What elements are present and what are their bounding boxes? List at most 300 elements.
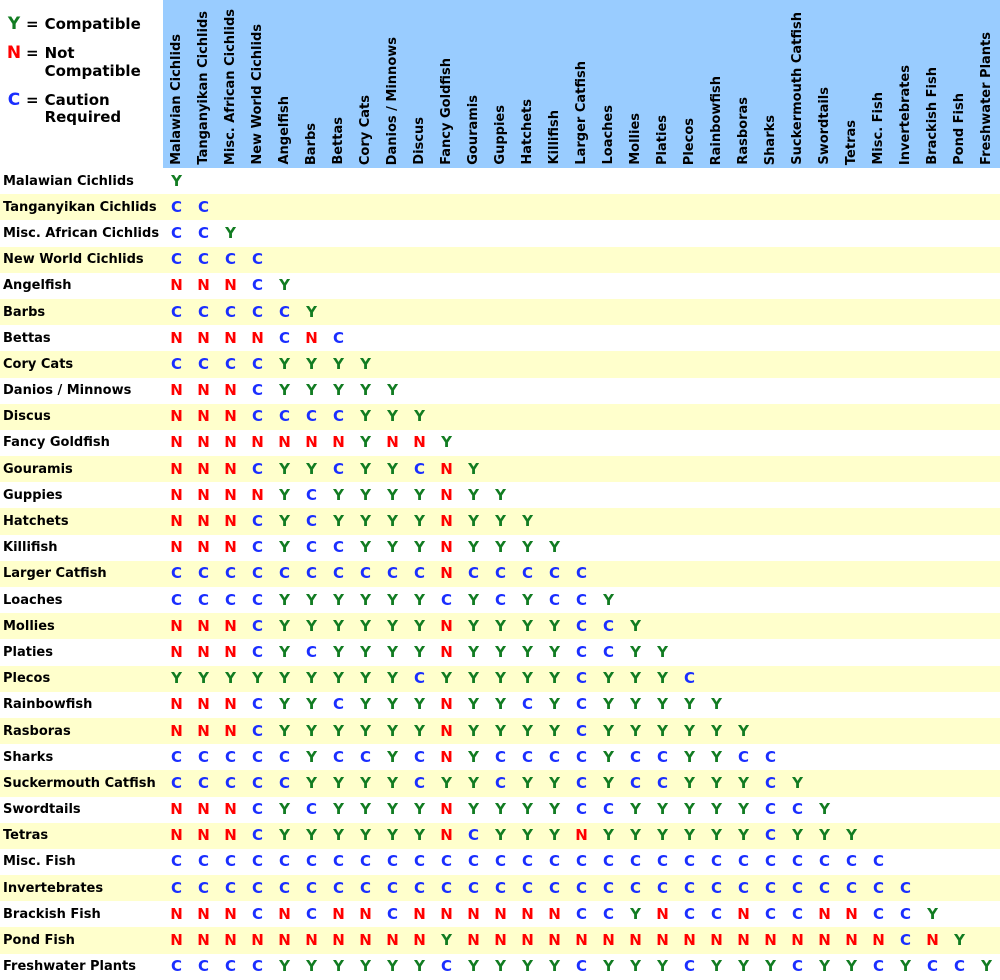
compatibility-cell: N xyxy=(224,512,237,531)
compatibility-cell: Y xyxy=(522,957,533,976)
compatibility-cell: Y xyxy=(468,642,479,661)
row-label: Tanganyikan Cichlids xyxy=(3,199,157,215)
matrix-body xyxy=(0,168,1000,980)
compatibility-cell: Y xyxy=(333,512,344,531)
compatibility-cell: C xyxy=(602,852,614,871)
compatibility-cell: Y xyxy=(738,826,749,845)
compatibility-cell: Y xyxy=(198,669,209,688)
compatibility-cell: Y xyxy=(414,407,425,426)
compatibility-cell: Y xyxy=(711,826,722,845)
compatibility-cell: Y xyxy=(954,931,965,950)
row-label: New World Cichlids xyxy=(3,252,144,268)
compatibility-cell: N xyxy=(251,433,264,452)
compatibility-cell: Y xyxy=(468,512,479,531)
compatibility-cell: Y xyxy=(468,616,479,635)
compatibility-cell: N xyxy=(170,800,183,819)
compatibility-cell: Y xyxy=(414,538,425,557)
compatibility-cell: Y xyxy=(468,695,479,714)
column-header xyxy=(784,0,811,168)
compatibility-cell: N xyxy=(197,381,210,400)
compatibility-cell: C xyxy=(440,957,452,976)
compatibility-cell: C xyxy=(251,459,263,478)
compatibility-cell: Y xyxy=(306,747,317,766)
compatibility-cell: Y xyxy=(522,669,533,688)
compatibility-cell: C xyxy=(413,773,425,792)
column-header xyxy=(622,0,649,168)
compatibility-cell: Y xyxy=(603,773,614,792)
compatibility-cell: C xyxy=(575,773,587,792)
compatibility-cell: C xyxy=(251,852,263,871)
compatibility-cell: Y xyxy=(468,773,479,792)
compatibility-cell: C xyxy=(791,852,803,871)
row-label: Bettas xyxy=(3,330,51,346)
compatibility-cell: C xyxy=(386,564,398,583)
compatibility-cell: Y xyxy=(900,957,911,976)
table-row xyxy=(0,718,1000,744)
column-header-label: Larger Catfish xyxy=(574,61,589,165)
compatibility-cell: Y xyxy=(333,826,344,845)
compatibility-cell: C xyxy=(413,564,425,583)
compatibility-cell: Y xyxy=(630,695,641,714)
column-header xyxy=(271,0,298,168)
compatibility-cell: C xyxy=(170,302,182,321)
compatibility-cell: Y xyxy=(333,485,344,504)
compatibility-cell: C xyxy=(197,250,209,269)
compatibility-cell: Y xyxy=(333,800,344,819)
compatibility-cell: N xyxy=(251,328,264,347)
compatibility-cell: C xyxy=(575,590,587,609)
compatibility-cell: Y xyxy=(333,957,344,976)
compatibility-cell: Y xyxy=(279,538,290,557)
column-header-label: Hatchets xyxy=(520,99,535,165)
compatibility-cell: Y xyxy=(387,538,398,557)
compatibility-cell: N xyxy=(656,931,669,950)
compatibility-cell: N xyxy=(197,826,210,845)
column-header-label: Malawian Cichlids xyxy=(169,34,184,165)
compatibility-cell: C xyxy=(575,957,587,976)
compatibility-cell: C xyxy=(278,564,290,583)
compatibility-cell: Y xyxy=(495,669,506,688)
compatibility-cell: C xyxy=(521,747,533,766)
compatibility-cell: C xyxy=(305,564,317,583)
compatibility-cell: Y xyxy=(549,957,560,976)
row-label: Sharks xyxy=(3,749,54,765)
compatibility-cell: Y xyxy=(468,669,479,688)
compatibility-cell: C xyxy=(467,852,479,871)
chart-header-band xyxy=(0,0,1000,168)
legend-equals-sign: = xyxy=(26,44,39,63)
compatibility-cell: Y xyxy=(522,616,533,635)
compatibility-cell: C xyxy=(791,904,803,923)
legend-label-compatible: Compatible xyxy=(44,15,141,33)
compatibility-cell: C xyxy=(332,695,344,714)
compatibility-cell: N xyxy=(197,904,210,923)
compatibility-cell: C xyxy=(899,931,911,950)
compatibility-cell: C xyxy=(332,852,344,871)
compatibility-cell: Y xyxy=(468,485,479,504)
compatibility-cell: N xyxy=(440,459,453,478)
compatibility-cell: Y xyxy=(387,616,398,635)
compatibility-cell: Y xyxy=(927,904,938,923)
compatibility-cell: C xyxy=(575,616,587,635)
compatibility-cell: C xyxy=(224,302,236,321)
row-label: Killifish xyxy=(3,540,58,556)
compatibility-cell: C xyxy=(278,328,290,347)
compatibility-cell: C xyxy=(764,852,776,871)
compatibility-cell: Y xyxy=(495,826,506,845)
compatibility-cell: Y xyxy=(522,826,533,845)
compatibility-cell: N xyxy=(548,931,561,950)
compatibility-cell: N xyxy=(170,512,183,531)
compatibility-cell: Y xyxy=(441,433,452,452)
compatibility-cell: N xyxy=(224,381,237,400)
compatibility-cell: C xyxy=(683,878,695,897)
compatibility-cell: C xyxy=(575,695,587,714)
column-header-label: Misc. Fish xyxy=(871,92,886,165)
table-row xyxy=(0,666,1000,692)
compatibility-cell: N xyxy=(413,931,426,950)
row-label: Loaches xyxy=(3,592,63,608)
compatibility-cell: Y xyxy=(333,590,344,609)
compatibility-cell: N xyxy=(332,433,345,452)
compatibility-cell: C xyxy=(251,590,263,609)
compatibility-cell: N xyxy=(170,538,183,557)
compatibility-cell: N xyxy=(818,931,831,950)
compatibility-cell: Y xyxy=(522,590,533,609)
compatibility-cell: Y xyxy=(630,616,641,635)
compatibility-cell: Y xyxy=(306,459,317,478)
compatibility-cell: Y xyxy=(522,800,533,819)
compatibility-cell: Y xyxy=(279,381,290,400)
compatibility-cell: Y xyxy=(630,669,641,688)
compatibility-cell: C xyxy=(413,669,425,688)
compatibility-cell: Y xyxy=(522,642,533,661)
compatibility-cell: Y xyxy=(333,381,344,400)
compatibility-cell: Y xyxy=(657,669,668,688)
compatibility-cell: C xyxy=(305,407,317,426)
compatibility-cell: Y xyxy=(468,957,479,976)
compatibility-cell: N xyxy=(791,931,804,950)
compatibility-cell: Y xyxy=(711,747,722,766)
compatibility-cell: C xyxy=(359,878,371,897)
table-row xyxy=(0,927,1000,953)
compatibility-cell: C xyxy=(575,747,587,766)
column-header-label: Tanganyikan Cichlids xyxy=(196,11,211,165)
table-row xyxy=(0,797,1000,823)
row-label: Fancy Goldfish xyxy=(3,435,110,451)
compatibility-cell: Y xyxy=(603,957,614,976)
compatibility-cell: N xyxy=(629,931,642,950)
compatibility-cell: N xyxy=(440,904,453,923)
row-label: Danios / Minnows xyxy=(3,383,132,399)
compatibility-cell: C xyxy=(575,852,587,871)
compatibility-cell: C xyxy=(224,354,236,373)
compatibility-cell: C xyxy=(332,407,344,426)
compatibility-cell: C xyxy=(440,590,452,609)
table-row xyxy=(0,351,1000,377)
compatibility-cell: C xyxy=(197,852,209,871)
compatibility-cell: Y xyxy=(360,721,371,740)
compatibility-cell: Y xyxy=(657,721,668,740)
row-label: Tetras xyxy=(3,828,49,844)
compatibility-cell: Y xyxy=(279,459,290,478)
compatibility-cell: C xyxy=(305,878,317,897)
compatibility-cell: Y xyxy=(738,773,749,792)
compatibility-cell: C xyxy=(521,564,533,583)
compatibility-cell: N xyxy=(440,695,453,714)
compatibility-cell: Y xyxy=(333,669,344,688)
compatibility-cell: N xyxy=(332,931,345,950)
compatibility-cell: N xyxy=(278,433,291,452)
compatibility-cell: Y xyxy=(819,826,830,845)
compatibility-cell: Y xyxy=(603,695,614,714)
compatibility-cell: C xyxy=(845,852,857,871)
compatibility-cell: Y xyxy=(657,957,668,976)
compatibility-cell: N xyxy=(521,931,534,950)
compatibility-cell: Y xyxy=(414,616,425,635)
compatibility-cell: C xyxy=(548,852,560,871)
compatibility-cell: N xyxy=(170,826,183,845)
compatibility-cell: N xyxy=(440,721,453,740)
compatibility-cell: C xyxy=(305,852,317,871)
compatibility-cell: N xyxy=(197,328,210,347)
compatibility-cell: Y xyxy=(360,381,371,400)
column-header xyxy=(919,0,946,168)
compatibility-cell: C xyxy=(953,957,965,976)
compatibility-cell: N xyxy=(197,642,210,661)
compatibility-cell: N xyxy=(224,800,237,819)
compatibility-cell: Y xyxy=(441,773,452,792)
compatibility-cell: C xyxy=(170,957,182,976)
compatibility-cell: C xyxy=(332,459,344,478)
compatibility-cell: C xyxy=(602,878,614,897)
compatibility-cell: C xyxy=(926,957,938,976)
compatibility-cell: Y xyxy=(630,800,641,819)
compatibility-cell: Y xyxy=(981,957,992,976)
compatibility-cell: C xyxy=(170,250,182,269)
column-header xyxy=(703,0,730,168)
compatibility-cell: C xyxy=(386,878,398,897)
compatibility-cell: Y xyxy=(360,800,371,819)
column-header-label: Swordtails xyxy=(817,87,832,165)
row-label: Brackish Fish xyxy=(3,906,101,922)
compatibility-cell: Y xyxy=(738,957,749,976)
compatibility-cell: Y xyxy=(279,669,290,688)
row-label: Suckermouth Catfish xyxy=(3,775,156,791)
compatibility-cell: Y xyxy=(603,669,614,688)
compatibility-cell: C xyxy=(197,957,209,976)
compatibility-cell: C xyxy=(305,800,317,819)
compatibility-cell: N xyxy=(467,931,480,950)
row-label: Mollies xyxy=(3,618,55,634)
compatibility-cell: Y xyxy=(657,695,668,714)
row-label: Larger Catfish xyxy=(3,566,107,582)
compatibility-cell: C xyxy=(764,826,776,845)
compatibility-cell: N xyxy=(197,616,210,635)
compatibility-cell: Y xyxy=(414,721,425,740)
compatibility-cell: C xyxy=(251,642,263,661)
compatibility-cell: C xyxy=(251,302,263,321)
compatibility-cell: Y xyxy=(495,616,506,635)
row-label: Cory Cats xyxy=(3,356,74,372)
compatibility-cell: Y xyxy=(495,512,506,531)
compatibility-cell: Y xyxy=(360,669,371,688)
compatibility-cell: Y xyxy=(630,721,641,740)
table-row xyxy=(0,404,1000,430)
compatibility-cell: Y xyxy=(549,695,560,714)
compatibility-cell: Y xyxy=(360,957,371,976)
table-row xyxy=(0,849,1000,875)
compatibility-cell: N xyxy=(197,800,210,819)
compatibility-cell: N xyxy=(224,459,237,478)
row-label: Guppies xyxy=(3,487,63,503)
compatibility-cell: C xyxy=(575,564,587,583)
compatibility-cell: N xyxy=(305,328,318,347)
compatibility-cell: N xyxy=(440,485,453,504)
compatibility-cell: N xyxy=(224,328,237,347)
legend-equals-sign: = xyxy=(26,90,39,109)
compatibility-cell: C xyxy=(170,852,182,871)
compatibility-cell: Y xyxy=(387,669,398,688)
compatibility-cell: Y xyxy=(549,669,560,688)
compatibility-cell: Y xyxy=(306,669,317,688)
column-header xyxy=(163,0,190,168)
table-row xyxy=(0,823,1000,849)
column-header-label: Freshwater Plants xyxy=(979,32,994,165)
compatibility-cell: C xyxy=(278,407,290,426)
compatibility-cell: C xyxy=(197,564,209,583)
compatibility-cell: Y xyxy=(360,407,371,426)
compatibility-cell: C xyxy=(251,800,263,819)
compatibility-cell: N xyxy=(926,931,939,950)
compatibility-cell: Y xyxy=(306,695,317,714)
compatibility-cell: Y xyxy=(360,485,371,504)
compatibility-cell: C xyxy=(224,250,236,269)
compatibility-cell: C xyxy=(656,852,668,871)
compatibility-cell: N xyxy=(332,904,345,923)
compatibility-cell: N xyxy=(656,904,669,923)
compatibility-cell: Y xyxy=(657,826,668,845)
compatibility-cell: N xyxy=(413,904,426,923)
compatibility-cell: Y xyxy=(360,459,371,478)
compatibility-cell: N xyxy=(683,931,696,950)
compatibility-cell: Y xyxy=(333,616,344,635)
compatibility-cell: C xyxy=(737,852,749,871)
compatibility-cell: Y xyxy=(549,826,560,845)
compatibility-cell: N xyxy=(440,826,453,845)
compatibility-cell: Y xyxy=(360,826,371,845)
compatibility-cell: Y xyxy=(414,590,425,609)
compatibility-cell: N xyxy=(440,512,453,531)
compatibility-cell: Y xyxy=(279,276,290,295)
row-label: Pond Fish xyxy=(3,933,75,949)
compatibility-cell: C xyxy=(575,642,587,661)
compatibility-cell: Y xyxy=(360,538,371,557)
compatibility-cell: C xyxy=(521,695,533,714)
compatibility-cell: Y xyxy=(684,800,695,819)
compatibility-cell: Y xyxy=(387,512,398,531)
compatibility-cell: C xyxy=(413,852,425,871)
compatibility-cell: C xyxy=(305,904,317,923)
compatibility-cell: C xyxy=(548,878,560,897)
legend-symbol-caution: C xyxy=(7,89,21,110)
compatibility-cell: C xyxy=(899,878,911,897)
column-headers xyxy=(163,0,1000,168)
compatibility-cell: N xyxy=(494,931,507,950)
compatibility-cell: N xyxy=(224,485,237,504)
compatibility-cell: C xyxy=(170,747,182,766)
compatibility-cell: Y xyxy=(360,773,371,792)
compatibility-cell: N xyxy=(224,433,237,452)
compatibility-cell: C xyxy=(629,852,641,871)
compatibility-cell: Y xyxy=(495,642,506,661)
compatibility-cell: C xyxy=(710,904,722,923)
column-header xyxy=(460,0,487,168)
compatibility-cell: C xyxy=(575,878,587,897)
compatibility-cell: Y xyxy=(630,642,641,661)
compatibility-cell: Y xyxy=(549,721,560,740)
compatibility-cell: Y xyxy=(495,538,506,557)
compatibility-cell: N xyxy=(845,904,858,923)
compatibility-cell: Y xyxy=(468,747,479,766)
column-header-label: Suckermouth Catfish xyxy=(790,12,805,165)
compatibility-cell: N xyxy=(575,931,588,950)
column-header-label: Platies xyxy=(655,115,670,165)
compatibility-cell: Y xyxy=(333,773,344,792)
compatibility-cell: C xyxy=(575,669,587,688)
compatibility-cell: Y xyxy=(684,695,695,714)
table-row xyxy=(0,561,1000,587)
row-label: Discus xyxy=(3,409,51,425)
compatibility-cell: Y xyxy=(414,485,425,504)
compatibility-cell: C xyxy=(251,747,263,766)
table-row xyxy=(0,901,1000,927)
compatibility-cell: N xyxy=(602,931,615,950)
compatibility-cell: Y xyxy=(711,773,722,792)
compatibility-cell: N xyxy=(197,276,210,295)
column-header xyxy=(730,0,757,168)
compatibility-cell: C xyxy=(278,878,290,897)
column-header xyxy=(352,0,379,168)
compatibility-cell: N xyxy=(170,616,183,635)
compatibility-cell: N xyxy=(170,642,183,661)
compatibility-cell: C xyxy=(224,747,236,766)
compatibility-cell: Y xyxy=(279,485,290,504)
compatibility-cell: Y xyxy=(522,721,533,740)
compatibility-cell: C xyxy=(764,878,776,897)
compatibility-cell: Y xyxy=(333,354,344,373)
compatibility-cell: Y xyxy=(495,485,506,504)
column-header xyxy=(379,0,406,168)
column-header xyxy=(838,0,865,168)
compatibility-cell: Y xyxy=(414,695,425,714)
compatibility-cell: N xyxy=(467,904,480,923)
compatibility-cell: C xyxy=(224,957,236,976)
compatibility-cell: Y xyxy=(387,773,398,792)
row-label: Invertebrates xyxy=(3,880,104,896)
compatibility-cell: C xyxy=(332,328,344,347)
compatibility-cell: C xyxy=(170,223,182,242)
column-header-label: Brackish Fish xyxy=(925,67,940,165)
compatibility-cell: C xyxy=(656,773,668,792)
compatibility-cell: C xyxy=(467,564,479,583)
compatibility-cell: N xyxy=(737,904,750,923)
table-row xyxy=(0,875,1000,901)
compatibility-cell: Y xyxy=(333,721,344,740)
compatibility-cell: C xyxy=(872,957,884,976)
compatibility-cell: C xyxy=(494,773,506,792)
row-label: Barbs xyxy=(3,304,46,320)
